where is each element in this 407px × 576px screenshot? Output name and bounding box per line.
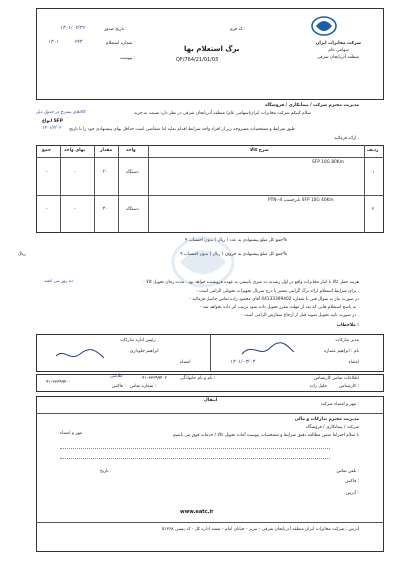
reply-addressee-2: شرکت / پیمانکاری / فروشگاه xyxy=(305,425,359,430)
approval-left-name: ابراهیم جلوداری xyxy=(130,349,159,354)
contact-label: اطلاعات تماس کارشناس xyxy=(314,376,359,381)
number-value: ۶۹۴ xyxy=(74,39,83,45)
signature-left xyxy=(52,344,108,364)
intro-line1: سلام کنیکم شرکت مخابرات ایران(سهامی عام) منطقه آذربایجان شرقی در نظر دارد نسبت به خرید xyxy=(133,111,311,116)
company-logo xyxy=(310,14,338,38)
row1-desc: SFP 10G 80Km xyxy=(312,160,344,165)
row2-qty: ۴۰ xyxy=(102,206,108,212)
intro-line2: انواع SFP xyxy=(42,119,63,124)
reply-stamp-label: مهر و امضاء xyxy=(60,431,83,436)
row2-num: ۲ xyxy=(372,207,375,212)
condition-3: - در صورت نیاز به سوال فنی با شماره 04133399402 آقای محمود زاده تماس حاصل فرمائید xyxy=(189,297,359,302)
items-table xyxy=(36,145,384,233)
intro-line4: ارائه فرمائید . xyxy=(334,136,359,141)
approval-signature-date: ۱۴۰۱/۰۳/۰۴ xyxy=(230,359,255,365)
attach-label: پیوست : xyxy=(120,56,136,61)
reply-address-label: آدرس : xyxy=(345,491,359,496)
approval-left-sign: امضاء xyxy=(180,360,191,365)
addressee: مدیریت محترم شرکت / پیمانکاری / فروشگاه xyxy=(264,103,359,108)
col-header-desc: شرح کالا xyxy=(250,148,269,153)
row2-unit: دستگاه xyxy=(126,207,139,212)
col-header-unit-price: بهای واحد xyxy=(64,148,86,153)
contact-note-handwritten: غلامی xyxy=(110,373,123,379)
reply-date-label: تاریخ : xyxy=(100,469,112,474)
row2-desc: PTN--4 بابرچسب SFP 10G 40Km xyxy=(268,198,334,203)
sum-rial: ریال xyxy=(18,252,26,257)
doc-number: QF/764/21/01/03 xyxy=(176,57,219,63)
footer-address: آدرس : شرکت مخابرات ایران منطقه آذربایجان شرقی - تبریز - خیابان امام - شعبه اداره کل - کد پستی ۵۱۳۶۸ xyxy=(161,527,359,532)
contact-fax: ۰۴۱-۳۳۳۹۹۴۰۰ xyxy=(44,380,71,385)
website: www.eatc.ir xyxy=(180,509,214,515)
sum-letters-label: جمع کل مبلغ پیشنهادی به حروف ( ریال ) بدون احتساب ۹% xyxy=(180,252,287,257)
condition-2: - برای شرایط استعلام ارائه برگ گرانتی معتبر با درج سریال تجهیزات تحویلی الزامی است . xyxy=(196,289,359,294)
signature-right xyxy=(238,340,298,360)
form-code-label: کد فرم : xyxy=(230,27,246,32)
col-header-qty: مقدار xyxy=(100,148,113,153)
col-header-row: ردیف xyxy=(367,148,379,153)
row2-dash-b: - xyxy=(46,207,48,212)
col-header-unit: واحد xyxy=(126,148,136,153)
row1-dash-a: - xyxy=(74,170,76,175)
doc-title: برگ استعلام بها xyxy=(184,45,240,53)
number-label: شماره استعلام : xyxy=(106,41,136,46)
contact-expert-name: جلیل زاده xyxy=(309,384,327,389)
year-value: ۱۴۰۱ xyxy=(48,39,59,45)
intro-deadline-date: ۱۴۰۱/۳/۰۴ xyxy=(42,126,62,131)
approval-right-title: مدیر تدارکات xyxy=(335,338,359,343)
contact-handler-label: نام و نام خانوادگی : xyxy=(180,376,216,381)
approval-right-name: نام : ابراهیم عصاره xyxy=(323,349,359,354)
contact-phone-label: شماره تماس : xyxy=(130,384,157,389)
row1-qty: ۲۰ xyxy=(102,169,108,175)
reply-addressee: مدیریت محترم تدارکات و مالی xyxy=(294,417,359,422)
row2-dash-a: - xyxy=(74,207,76,212)
condition-1: - هزینه حمل کالا تا انبار مخابرات واقع در اول رشدیه ده متری یاسمن به عهده فروشنده خواهد بود . مدت زمان تحویل کالا xyxy=(143,280,359,285)
company-subtitle: سهامی عام xyxy=(328,48,349,53)
company-name: شرکت مخابرات ایران xyxy=(315,41,361,46)
row1-num: ۱ xyxy=(372,170,375,175)
reply-fax-label: فاکس : xyxy=(345,479,359,484)
row1-dash-b: - xyxy=(46,170,48,175)
company-region: منطقه آذربایجان شرقی xyxy=(316,55,359,60)
row1-unit: دستگاه xyxy=(126,170,139,175)
condition-4: - به پاسخ استعلام هایی که بعد از مهلت مقرر تحویل داده شود ترتیب اثر داده نخواهد شد . xyxy=(199,305,359,310)
contact-phone: ۰۴۱-۳۳۳۹۹۴۰۲ xyxy=(140,376,167,381)
reply-phone-label: تلفن تماس : xyxy=(336,469,359,474)
intro-line3: طبق شرایط و مشخصات مشروحه زیر از افراد واجد شرایط اقدام نماید لذا متقاضی است حداقل بهای پیشنهادی خود را تا تاریخ xyxy=(69,127,295,132)
approval-right-sign: امضاء xyxy=(348,360,359,365)
reply-line: با سلام احتراما ضمن مطالعه دقیق شرایط و مشخصات پیوست آماده تحویل کالا / خدمات فوق می باشیم xyxy=(172,433,359,438)
date-label: تاریخ صدور : xyxy=(104,27,127,32)
intro-line1-handwritten: کالاهای مندرج در جدول ذیل xyxy=(36,110,86,115)
col-header-total: جمع xyxy=(42,148,51,153)
sum-numbers-label: جمع کل مبلغ پیشنهادی به عدد ( ریال ) بدون احتساب ۹% xyxy=(185,238,287,243)
contact-fax-label: فاکس : xyxy=(112,384,126,389)
condition-5: - در صورت تایید تحویل نمونه قبل از ارجاع سفارش الزامی است . xyxy=(241,313,359,318)
contact-expert-label: کارشناس : xyxy=(339,384,359,389)
condition-1-handwritten: ده روز می باشد xyxy=(44,279,73,284)
approval-left-title: رئیس اداره تدارکات xyxy=(120,338,156,343)
date-value: ۱۴۰۱/۰۲/۳۶ xyxy=(60,25,85,31)
notes-label: ملاحظات : xyxy=(336,323,359,328)
reply-transfer: انتقال xyxy=(204,398,218,403)
reply-receipt-label: مهر و امضاء شرکت : xyxy=(320,402,359,407)
